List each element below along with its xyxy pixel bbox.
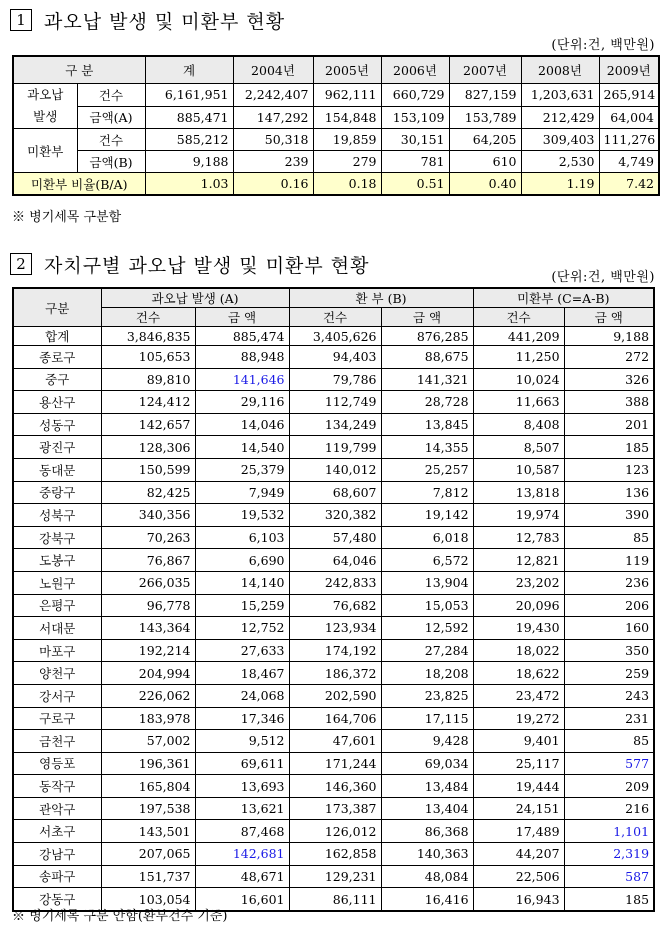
district-cell: 1,101 [564, 820, 654, 843]
district-name: 용산구 [13, 391, 101, 414]
summary-cell: 309,403 [521, 129, 599, 151]
district-name: 성북구 [13, 504, 101, 527]
district-cell: 17,115 [381, 707, 473, 730]
district-cell: 141,321 [381, 368, 473, 391]
summary-ratio-cell: 7.42 [599, 173, 659, 196]
district-cell: 13,845 [381, 413, 473, 436]
section1-unit: (단위:건, 백만원) [551, 38, 655, 53]
district-row [13, 684, 654, 707]
district-cell: 226,062 [101, 684, 195, 707]
district-cell: 19,444 [473, 775, 564, 798]
district-cell: 14,540 [195, 436, 289, 459]
summary-header-2005: 2005년 [313, 56, 381, 84]
district-cell: 141,646 [195, 368, 289, 391]
district-cell: 96,778 [101, 594, 195, 617]
district-cell: 140,012 [289, 458, 381, 481]
district-cell: 206 [564, 594, 654, 617]
district-row [13, 391, 654, 414]
district-cell: 160 [564, 617, 654, 640]
district-cell: 142,657 [101, 413, 195, 436]
summary-ratio-cell: 1.19 [521, 173, 599, 196]
district-cell: 587 [564, 865, 654, 888]
district-cell: 8,408 [473, 413, 564, 436]
summary-row-unrefunded-amount [13, 151, 659, 173]
district-name: 서초구 [13, 820, 101, 843]
district-cell: 140,363 [381, 843, 473, 866]
section2-unit: (단위:건, 백만원) [551, 270, 655, 285]
district-cell: 94,403 [289, 346, 381, 369]
summary-group-unrefunded: 미환부 [13, 129, 77, 173]
summary-header-2004: 2004년 [233, 56, 313, 84]
district-cell: 6,103 [195, 526, 289, 549]
district-table [12, 287, 655, 912]
district-cell: 16,416 [381, 888, 473, 911]
summary-cell: 147,292 [233, 106, 313, 129]
district-row [13, 458, 654, 481]
district-name: 구로구 [13, 707, 101, 730]
summary-group-overpaid-line1: 과오납 [27, 87, 64, 102]
summary-group-overpaid [13, 84, 77, 129]
summary-row-label: 건수 [77, 84, 145, 107]
district-cell: 185 [564, 888, 654, 911]
section2-number: 2 [10, 253, 32, 275]
district-cell: 320,382 [289, 504, 381, 527]
district-cell: 112,749 [289, 391, 381, 414]
district-header-name: 구분 [13, 288, 101, 327]
district-cell: 57,002 [101, 730, 195, 753]
summary-header-row [13, 56, 659, 84]
summary-cell: 2,530 [521, 151, 599, 173]
district-cell: 12,592 [381, 617, 473, 640]
summary-cell: 9,188 [145, 151, 233, 173]
district-cell: 216 [564, 797, 654, 820]
section1-note: ※ 병기세목 구분함 [12, 210, 122, 225]
district-cell: 8,507 [473, 436, 564, 459]
district-subheader: 건수 [289, 308, 381, 327]
district-cell: 13,404 [381, 797, 473, 820]
district-cell: 13,621 [195, 797, 289, 820]
summary-row-label: 금액(B) [77, 151, 145, 173]
district-cell: 7,812 [381, 481, 473, 504]
district-row [13, 594, 654, 617]
summary-cell: 30,151 [381, 129, 449, 151]
district-cell: 174,192 [289, 639, 381, 662]
district-cell: 173,387 [289, 797, 381, 820]
summary-cell: 827,159 [449, 84, 521, 107]
district-name: 동작구 [13, 775, 101, 798]
summary-cell: 660,729 [381, 84, 449, 107]
district-cell: 183,978 [101, 707, 195, 730]
district-row [13, 843, 654, 866]
district-row [13, 504, 654, 527]
district-cell: 22,506 [473, 865, 564, 888]
summary-header-category: 구 분 [13, 56, 145, 84]
district-cell: 124,412 [101, 391, 195, 414]
district-row [13, 865, 654, 888]
district-cell: 192,214 [101, 639, 195, 662]
district-row [13, 662, 654, 685]
district-cell: 13,484 [381, 775, 473, 798]
summary-row-overpaid-count [13, 84, 659, 107]
summary-cell: 265,914 [599, 84, 659, 107]
summary-table [12, 55, 660, 196]
summary-cell: 585,212 [145, 129, 233, 151]
summary-cell: 885,471 [145, 106, 233, 129]
district-row [13, 639, 654, 662]
district-cell: 6,572 [381, 549, 473, 572]
district-cell: 209 [564, 775, 654, 798]
summary-row-label: 금액(A) [77, 106, 145, 129]
district-cell: 197,538 [101, 797, 195, 820]
district-cell: 350 [564, 639, 654, 662]
district-cell: 136 [564, 481, 654, 504]
district-cell: 11,250 [473, 346, 564, 369]
district-cell: 186,372 [289, 662, 381, 685]
district-cell: 15,259 [195, 594, 289, 617]
district-cell: 25,117 [473, 752, 564, 775]
district-cell: 86,111 [289, 888, 381, 911]
summary-ratio-cell: 0.51 [381, 173, 449, 196]
district-cell: 82,425 [101, 481, 195, 504]
district-name: 양천구 [13, 662, 101, 685]
summary-ratio-cell: 0.16 [233, 173, 313, 196]
district-cell: 165,804 [101, 775, 195, 798]
district-row [13, 571, 654, 594]
district-cell: 16,943 [473, 888, 564, 911]
summary-header-2007: 2007년 [449, 56, 521, 84]
district-total-label: 합계 [13, 327, 101, 346]
district-cell: 272 [564, 346, 654, 369]
district-row [13, 481, 654, 504]
district-cell: 119 [564, 549, 654, 572]
summary-cell: 1,203,631 [521, 84, 599, 107]
district-name: 금천구 [13, 730, 101, 753]
district-cell: 119,799 [289, 436, 381, 459]
summary-cell: 154,848 [313, 106, 381, 129]
district-cell: 143,501 [101, 820, 195, 843]
summary-header-2009: 2009년 [599, 56, 659, 84]
district-total-cell: 3,405,626 [289, 327, 381, 346]
summary-header-2006: 2006년 [381, 56, 449, 84]
district-cell: 16,601 [195, 888, 289, 911]
district-cell: 88,675 [381, 346, 473, 369]
district-cell: 13,693 [195, 775, 289, 798]
district-cell: 123 [564, 458, 654, 481]
summary-cell: 212,429 [521, 106, 599, 129]
district-cell: 207,065 [101, 843, 195, 866]
district-cell: 19,430 [473, 617, 564, 640]
district-name: 강동구 [13, 888, 101, 911]
district-cell: 19,142 [381, 504, 473, 527]
district-cell: 79,786 [289, 368, 381, 391]
district-cell: 243 [564, 684, 654, 707]
summary-cell: 4,749 [599, 151, 659, 173]
district-cell: 9,401 [473, 730, 564, 753]
district-cell: 64,046 [289, 549, 381, 572]
district-cell: 23,472 [473, 684, 564, 707]
district-total-cell: 876,285 [381, 327, 473, 346]
district-cell: 128,306 [101, 436, 195, 459]
district-cell: 126,012 [289, 820, 381, 843]
district-row [13, 707, 654, 730]
district-header-unrefunded: 미환부 (C=A-B) [473, 288, 654, 308]
district-row [13, 797, 654, 820]
district-row [13, 730, 654, 753]
district-name: 종로구 [13, 346, 101, 369]
district-cell: 87,468 [195, 820, 289, 843]
district-cell: 151,737 [101, 865, 195, 888]
summary-cell: 111,276 [599, 129, 659, 151]
district-name: 관악구 [13, 797, 101, 820]
summary-row-label: 건수 [77, 129, 145, 151]
district-cell: 13,818 [473, 481, 564, 504]
district-cell: 17,346 [195, 707, 289, 730]
district-cell: 48,671 [195, 865, 289, 888]
district-cell: 18,022 [473, 639, 564, 662]
summary-row-ratio [13, 173, 659, 196]
section1-title [10, 6, 285, 34]
summary-cell: 610 [449, 151, 521, 173]
district-subheader: 건수 [101, 308, 195, 327]
district-header-row-2 [13, 308, 654, 327]
summary-cell: 6,161,951 [145, 84, 233, 107]
district-row [13, 775, 654, 798]
district-cell: 10,024 [473, 368, 564, 391]
district-header-refunded: 환 부 (B) [289, 288, 473, 308]
district-row [13, 436, 654, 459]
district-cell: 28,728 [381, 391, 473, 414]
district-cell: 202,590 [289, 684, 381, 707]
district-name: 강남구 [13, 843, 101, 866]
summary-cell: 19,859 [313, 129, 381, 151]
summary-cell: 781 [381, 151, 449, 173]
district-cell: 15,053 [381, 594, 473, 617]
district-cell: 259 [564, 662, 654, 685]
district-cell: 24,151 [473, 797, 564, 820]
section2-title-text: 자치구별 과오납 발생 및 미환부 현황 [44, 254, 370, 277]
district-cell: 29,116 [195, 391, 289, 414]
district-name: 동대문 [13, 458, 101, 481]
summary-row-unrefunded-count [13, 129, 659, 151]
district-name: 성동구 [13, 413, 101, 436]
district-cell: 44,207 [473, 843, 564, 866]
district-cell: 19,272 [473, 707, 564, 730]
district-cell: 23,825 [381, 684, 473, 707]
district-cell: 142,681 [195, 843, 289, 866]
district-cell: 171,244 [289, 752, 381, 775]
district-row [13, 526, 654, 549]
district-cell: 6,018 [381, 526, 473, 549]
district-cell: 12,821 [473, 549, 564, 572]
district-cell: 88,948 [195, 346, 289, 369]
district-total-cell: 441,209 [473, 327, 564, 346]
district-cell: 13,904 [381, 571, 473, 594]
district-cell: 12,783 [473, 526, 564, 549]
district-cell: 162,858 [289, 843, 381, 866]
summary-cell: 279 [313, 151, 381, 173]
district-cell: 236 [564, 571, 654, 594]
summary-group-overpaid-line2: 발생 [33, 109, 58, 124]
district-name: 중랑구 [13, 481, 101, 504]
district-cell: 103,054 [101, 888, 195, 911]
district-total-cell: 9,188 [564, 327, 654, 346]
section1-number: 1 [10, 9, 32, 31]
district-header-row-1 [13, 288, 654, 308]
district-cell: 14,355 [381, 436, 473, 459]
district-name: 중구 [13, 368, 101, 391]
summary-cell: 50,318 [233, 129, 313, 151]
summary-header-2008: 2008년 [521, 56, 599, 84]
district-cell: 390 [564, 504, 654, 527]
district-header-overpaid: 과오납 발생 (A) [101, 288, 289, 308]
district-row [13, 820, 654, 843]
district-cell: 85 [564, 526, 654, 549]
district-row [13, 368, 654, 391]
district-cell: 57,480 [289, 526, 381, 549]
district-total-row [13, 327, 654, 346]
district-cell: 9,512 [195, 730, 289, 753]
district-row [13, 752, 654, 775]
summary-ratio-label: 미환부 비율(B/A) [13, 173, 145, 196]
district-subheader: 금 액 [195, 308, 289, 327]
district-cell: 231 [564, 707, 654, 730]
district-cell: 76,682 [289, 594, 381, 617]
district-name: 송파구 [13, 865, 101, 888]
district-cell: 196,361 [101, 752, 195, 775]
section2-note: ※ 병기세목 구분 안함(환부건수 기준) [12, 909, 228, 924]
district-cell: 204,994 [101, 662, 195, 685]
district-cell: 146,360 [289, 775, 381, 798]
district-cell: 388 [564, 391, 654, 414]
district-cell: 201 [564, 413, 654, 436]
district-cell: 143,364 [101, 617, 195, 640]
summary-ratio-cell: 0.18 [313, 173, 381, 196]
summary-row-overpaid-amount [13, 106, 659, 129]
district-cell: 25,257 [381, 458, 473, 481]
district-cell: 6,690 [195, 549, 289, 572]
district-cell: 85 [564, 730, 654, 753]
district-total-cell: 885,474 [195, 327, 289, 346]
district-cell: 129,231 [289, 865, 381, 888]
district-subheader: 금 액 [564, 308, 654, 327]
district-cell: 11,663 [473, 391, 564, 414]
district-name: 노원구 [13, 571, 101, 594]
district-cell: 48,084 [381, 865, 473, 888]
district-cell: 2,319 [564, 843, 654, 866]
district-cell: 18,622 [473, 662, 564, 685]
district-subheader: 건수 [473, 308, 564, 327]
district-cell: 9,428 [381, 730, 473, 753]
district-name: 도봉구 [13, 549, 101, 572]
district-cell: 19,532 [195, 504, 289, 527]
district-cell: 7,949 [195, 481, 289, 504]
district-subheader: 금 액 [381, 308, 473, 327]
summary-cell: 239 [233, 151, 313, 173]
district-cell: 68,607 [289, 481, 381, 504]
district-cell: 69,611 [195, 752, 289, 775]
district-row [13, 549, 654, 572]
district-cell: 69,034 [381, 752, 473, 775]
summary-cell: 153,789 [449, 106, 521, 129]
district-total-cell: 3,846,835 [101, 327, 195, 346]
district-name: 은평구 [13, 594, 101, 617]
district-name: 광진구 [13, 436, 101, 459]
section2-title [10, 250, 370, 278]
district-cell: 164,706 [289, 707, 381, 730]
district-cell: 76,867 [101, 549, 195, 572]
district-cell: 23,202 [473, 571, 564, 594]
district-name: 강북구 [13, 526, 101, 549]
district-cell: 86,368 [381, 820, 473, 843]
district-name: 마포구 [13, 639, 101, 662]
district-cell: 24,068 [195, 684, 289, 707]
summary-cell: 2,242,407 [233, 84, 313, 107]
district-cell: 14,046 [195, 413, 289, 436]
district-name: 강서구 [13, 684, 101, 707]
district-cell: 134,249 [289, 413, 381, 436]
district-cell: 18,467 [195, 662, 289, 685]
district-cell: 10,587 [473, 458, 564, 481]
district-cell: 577 [564, 752, 654, 775]
district-name: 서대문 [13, 617, 101, 640]
district-cell: 12,752 [195, 617, 289, 640]
district-name: 영등포 [13, 752, 101, 775]
summary-cell: 64,004 [599, 106, 659, 129]
district-row [13, 617, 654, 640]
summary-cell: 962,111 [313, 84, 381, 107]
summary-cell: 153,109 [381, 106, 449, 129]
district-cell: 326 [564, 368, 654, 391]
district-body [13, 346, 654, 911]
district-cell: 340,356 [101, 504, 195, 527]
summary-cell: 64,205 [449, 129, 521, 151]
district-row [13, 346, 654, 369]
section1-title-text: 과오납 발생 및 미환부 현황 [44, 10, 286, 33]
district-cell: 105,653 [101, 346, 195, 369]
district-cell: 27,633 [195, 639, 289, 662]
district-cell: 123,934 [289, 617, 381, 640]
summary-ratio-cell: 0.40 [449, 173, 521, 196]
district-cell: 185 [564, 436, 654, 459]
district-cell: 18,208 [381, 662, 473, 685]
district-cell: 266,035 [101, 571, 195, 594]
district-cell: 17,489 [473, 820, 564, 843]
district-cell: 242,833 [289, 571, 381, 594]
district-cell: 14,140 [195, 571, 289, 594]
district-cell: 19,974 [473, 504, 564, 527]
summary-header-total: 계 [145, 56, 233, 84]
summary-ratio-cell: 1.03 [145, 173, 233, 196]
district-cell: 47,601 [289, 730, 381, 753]
district-cell: 20,096 [473, 594, 564, 617]
district-cell: 25,379 [195, 458, 289, 481]
district-row [13, 413, 654, 436]
district-cell: 89,810 [101, 368, 195, 391]
district-cell: 70,263 [101, 526, 195, 549]
district-cell: 27,284 [381, 639, 473, 662]
district-cell: 150,599 [101, 458, 195, 481]
